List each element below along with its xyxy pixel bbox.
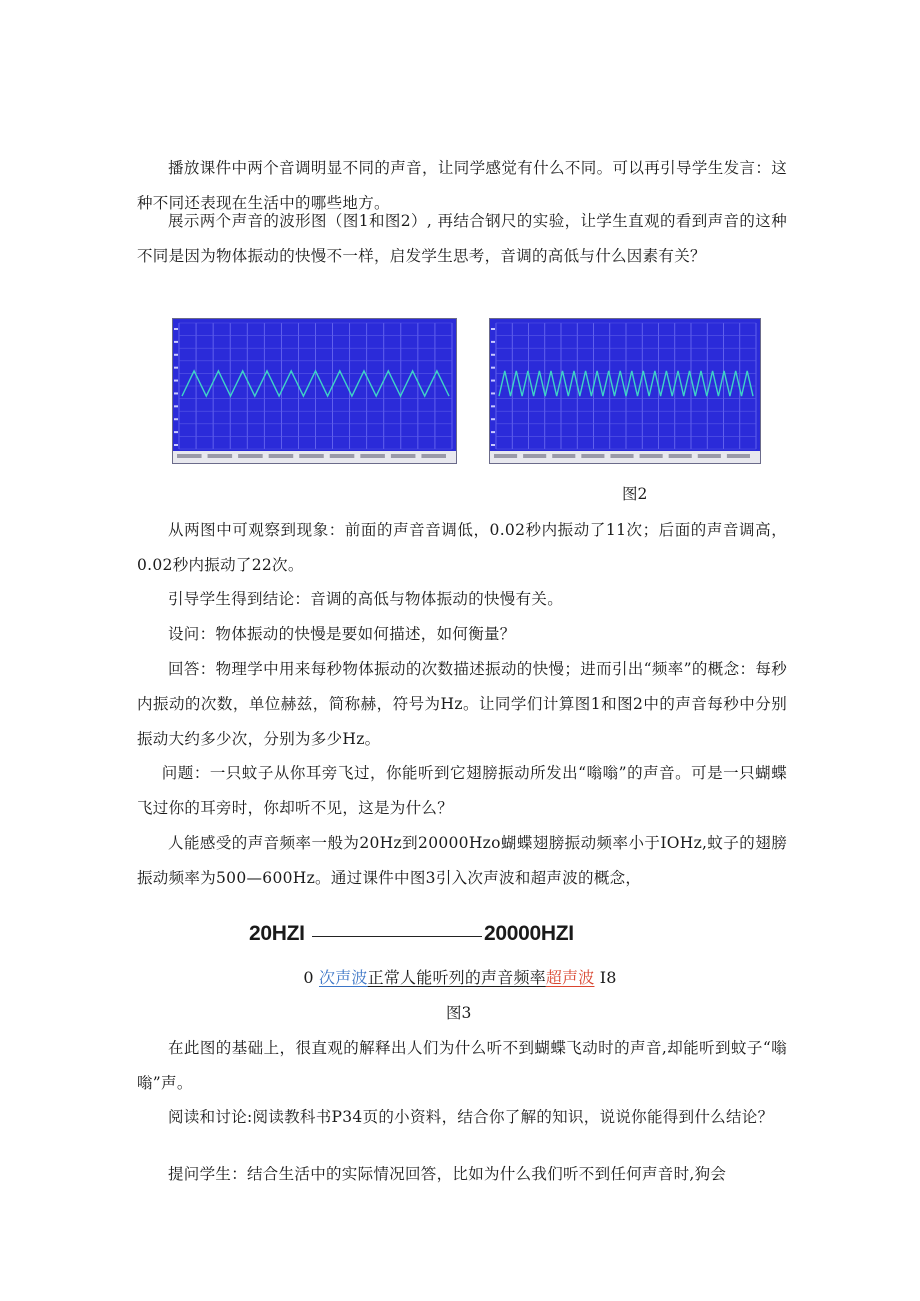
- low-status-tick: [269, 454, 294, 458]
- infrasound-label: 次声波: [319, 968, 368, 987]
- low-status-tick: [360, 454, 385, 458]
- freq-label-20000hz: 20000HZI: [484, 922, 574, 945]
- paragraph-ask-students: 提问学生：结合生活中的实际情况回答，比如为什么我们听不到任何声音时,狗会: [168, 1165, 727, 1183]
- scale-end: I8: [599, 968, 617, 987]
- high-ytick: [491, 418, 495, 420]
- high-ytick: [491, 405, 495, 407]
- waveform-high-pitch: [489, 318, 761, 464]
- low-status-tick: [421, 454, 446, 458]
- low-status-tick: [391, 454, 416, 458]
- figure3-caption: 图3: [446, 1004, 472, 1022]
- high-status-tick: [523, 454, 546, 458]
- paragraph-hearing-range: 人能感受的声音频率一般为20Hz到20000Hzo蝴蝶翅膀振动频率小于IOHz,蚊子的翅膀振动频率为500—600Hz。通过课件中图3引入次声波和超声波的概念，: [137, 834, 787, 887]
- paragraph-observation: 从两图中可观察到现象：前面的声音音调低，0.02秒内振动了11次；后面的声音调高，0.02秒内振动了22次。: [137, 521, 787, 574]
- low-status-tick: [177, 454, 202, 458]
- ultrasound-label: 超声波: [545, 968, 595, 987]
- low-ytick: [174, 418, 178, 420]
- paragraph-mosquito-question: 问题：一只蚊子从你耳旁飞过，你能听到它翅膀振动所发出“嗡嗡”的声音。可是一只蝴蝶飞过你的耳旁时，你却听不见，这是为什么？: [137, 764, 787, 817]
- low-ytick: [174, 431, 178, 433]
- low-status-tick: [299, 454, 324, 458]
- high-ytick: [491, 341, 495, 343]
- low-ytick: [174, 380, 178, 382]
- high-status-tick: [610, 454, 633, 458]
- paragraph-question: 设问：物体振动的快慢是要如何描述，如何衡量？: [168, 625, 516, 643]
- low-status-tick: [330, 454, 355, 458]
- high-status-tick: [640, 454, 663, 458]
- paragraph-explanation: 在此图的基础上，很直观的解释出人们为什么听不到蝴蝶飞动时的声音,却能听到蚊子“嗡嗡”声。: [137, 1039, 787, 1092]
- paragraph-conclusion: 引导学生得到结论：音调的高低与物体振动的快慢有关。: [168, 590, 564, 608]
- low-ytick: [174, 354, 178, 356]
- waveform-low-svg: [173, 319, 456, 463]
- paragraph-waveform-intro: 展示两个声音的波形图（图1和图2）, 再结合钢尺的实验，让学生直观的看到声音的这种不同是因为物体振动的快慢不一样，启发学生思考，音调的高低与什么因素有关？: [137, 212, 787, 265]
- waveform-low-pitch: [172, 318, 457, 464]
- scale-start: 0: [303, 968, 314, 987]
- high-status-tick: [698, 454, 721, 458]
- frequency-scale-row: [0, 965, 920, 988]
- high-ytick: [491, 444, 495, 446]
- paragraph-reading-discussion: 阅读和讨论:阅读教科书P34页的小资料，结合你了解的知识，说说你能得到什么结论？: [168, 1108, 774, 1126]
- high-status-tick: [669, 454, 692, 458]
- freq-label-20hz: 20HZI: [249, 922, 305, 945]
- high-status-tick: [581, 454, 604, 458]
- low-ytick: [174, 444, 178, 446]
- low-ytick: [174, 341, 178, 343]
- low-status-tick: [238, 454, 263, 458]
- high-ytick: [491, 367, 495, 369]
- low-ytick: [174, 367, 178, 369]
- low-status-tick: [208, 454, 233, 458]
- low-ytick: [174, 392, 178, 394]
- high-status-tick: [727, 454, 750, 458]
- high-ytick: [491, 392, 495, 394]
- high-ytick: [491, 380, 495, 382]
- high-status-tick: [494, 454, 517, 458]
- figure2-caption: 图2: [622, 485, 648, 503]
- paragraph-answer-frequency: 回答：物理学中用来每秒物体振动的次数描述振动的快慢；进而引出“频率”的概念：每秒内振动的次数，单位赫兹，简称赫，符号为Hz。让同学们计算图1和图2中的声音每秒中分别振动大约多少次，分别为多少Hz。: [137, 660, 787, 748]
- high-status-tick: [552, 454, 575, 458]
- audible-range-label: 正常人能听列的声音频率: [367, 968, 546, 987]
- high-ytick: [491, 431, 495, 433]
- high-ytick: [491, 354, 495, 356]
- low-ytick: [174, 328, 178, 330]
- low-background: [173, 319, 456, 463]
- waveform-high-svg: [490, 319, 760, 463]
- high-ytick: [491, 328, 495, 330]
- freq-scale-line: [312, 936, 482, 937]
- paragraph-intro: 播放课件中两个音调明显不同的声音，让同学感觉有什么不同。可以再引导学生发言：这种不同还表现在生活中的哪些地方。: [137, 159, 787, 212]
- low-ytick: [174, 405, 178, 407]
